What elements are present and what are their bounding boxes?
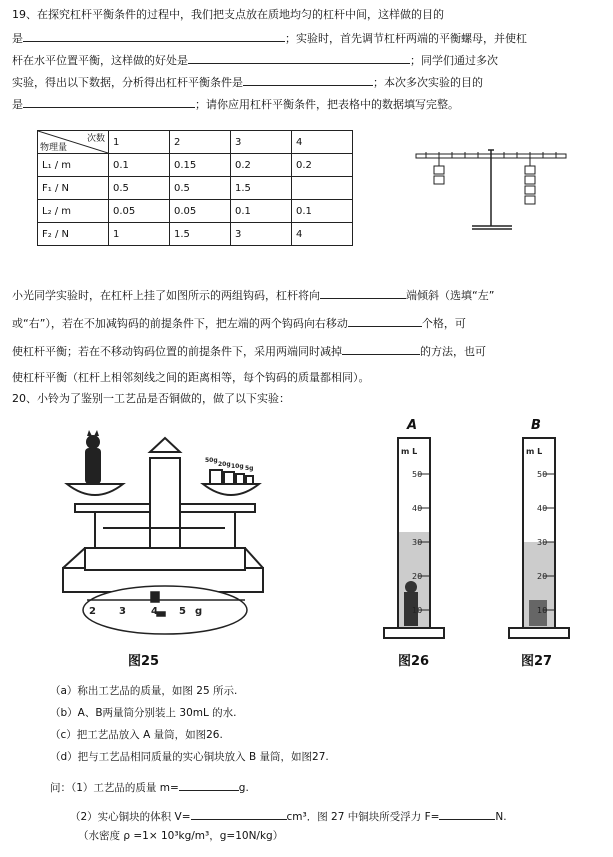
header-top-label: 次数 bbox=[86, 134, 105, 144]
scale-label: 4 bbox=[151, 606, 158, 617]
header-bottom-label: 物理量 bbox=[40, 143, 68, 153]
table-cell: 0.1 bbox=[109, 154, 170, 177]
row-label: F₂ / N bbox=[38, 223, 109, 246]
q19-text: ；请你应用杠杆平衡条件，把表格中的数据填写完整。 bbox=[195, 98, 459, 111]
tick-label: 50 bbox=[412, 470, 423, 479]
question-1 bbox=[50, 779, 249, 795]
table-cell: 0.5 bbox=[109, 177, 170, 200]
figure-caption: 图26 bbox=[398, 654, 430, 669]
table-cell: 3 bbox=[231, 223, 292, 246]
table-cell: 0.05 bbox=[170, 200, 231, 223]
table-row bbox=[38, 223, 353, 246]
tick-label: 40 bbox=[412, 504, 423, 513]
right-pan bbox=[203, 470, 259, 495]
tick-label: 20 bbox=[412, 572, 423, 581]
answer-blank[interactable] bbox=[348, 315, 422, 327]
figure-caption: 图27 bbox=[521, 654, 553, 669]
q19-text: 是 bbox=[12, 32, 23, 45]
tick-label: 20 bbox=[537, 572, 548, 581]
scale-label: g bbox=[195, 606, 203, 617]
left-pan bbox=[67, 484, 123, 495]
q19-line1: 19、在探究杠杆平衡条件的过程中，我们把支点放在质地均匀的杠杆中间，这样做的目的 bbox=[12, 8, 444, 21]
row-label: L₂ / m bbox=[38, 200, 109, 223]
weight-label: 50g bbox=[205, 457, 218, 464]
para-text: 小光同学实验时，在杠杆上挂了如图所示的两组钩码，杠杆将向 bbox=[12, 289, 320, 302]
question-text: cm³．图 27 中铜块所受浮力 F= bbox=[286, 811, 440, 823]
column-header: 3 bbox=[231, 131, 292, 154]
tick-label: 10 bbox=[412, 606, 423, 615]
tick-label: 30 bbox=[537, 538, 548, 547]
para-text: 使杠杆平衡；若在不移动钩码位置的前提条件下，采用两端同时减掉 bbox=[12, 345, 342, 358]
tick-label: 30 bbox=[412, 538, 423, 547]
q19-text: 实验，得出以下数据，分析得出杠杆平衡条件是 bbox=[12, 76, 243, 89]
weight-label: 10g bbox=[231, 463, 244, 470]
answer-blank[interactable] bbox=[179, 779, 239, 791]
table-cell: 0.15 bbox=[170, 154, 231, 177]
question-text: g. bbox=[238, 782, 249, 794]
table-row bbox=[38, 200, 353, 223]
q19-line2 bbox=[12, 30, 527, 46]
tick-label: 40 bbox=[537, 504, 548, 513]
column-header: 1 bbox=[109, 131, 170, 154]
answer-blank[interactable] bbox=[23, 30, 285, 42]
table-corner-cell bbox=[38, 131, 109, 154]
balance-figure bbox=[55, 428, 280, 638]
table-cell: 0.5 bbox=[170, 177, 231, 200]
table-cell: 0.05 bbox=[109, 200, 170, 223]
scale-label: 5 bbox=[179, 606, 186, 617]
unit-label: m L bbox=[401, 447, 418, 456]
lever-stand bbox=[472, 150, 512, 229]
tick-label: 50 bbox=[537, 470, 548, 479]
para-text: 的方法，也可 bbox=[420, 345, 486, 358]
q19-line3 bbox=[12, 52, 498, 68]
table-cell-blank[interactable] bbox=[292, 177, 353, 200]
q19-text: 杆在水平位置平衡，这样做的好处是 bbox=[12, 54, 188, 67]
answer-blank[interactable] bbox=[188, 52, 410, 64]
cylinder-label-a: A bbox=[407, 418, 418, 433]
density-note: （水密度 ρ =1× 10³kg/m³，g=10N/kg） bbox=[78, 830, 284, 842]
table-cell: 0.2 bbox=[292, 154, 353, 177]
craft-item-icon bbox=[404, 581, 418, 626]
table-header-row bbox=[38, 131, 353, 154]
right-weights bbox=[525, 158, 535, 204]
q20-title: 20、小铃为了鉴别一工艺品是否铜做的，做了以下实验： bbox=[12, 392, 290, 405]
question-text: N. bbox=[495, 811, 507, 823]
figure-caption: 图25 bbox=[128, 654, 160, 669]
answer-blank[interactable] bbox=[23, 96, 195, 108]
scale-magnifier bbox=[83, 586, 247, 634]
answer-blank[interactable] bbox=[439, 808, 495, 820]
table-cell: 1 bbox=[109, 223, 170, 246]
weight-label: 5g bbox=[245, 465, 254, 472]
para-text: 或“右”），若在不加减钩码的前提条件下，把左端的两个钩码向右移动 bbox=[12, 317, 348, 330]
para-line2 bbox=[12, 315, 466, 331]
answer-blank[interactable] bbox=[191, 808, 287, 820]
cylinder-b bbox=[505, 432, 575, 647]
q19-line5 bbox=[12, 96, 459, 112]
question-2 bbox=[70, 808, 507, 824]
q19-text: 是 bbox=[12, 98, 23, 111]
table-cell: 0.1 bbox=[231, 200, 292, 223]
step-item: （c）把工艺品放入 A 量筒，如图26. bbox=[50, 729, 223, 741]
cylinder-a bbox=[380, 432, 450, 647]
para-line3 bbox=[12, 343, 486, 359]
cylinder-label-b: B bbox=[531, 418, 541, 433]
q19-text: ；实验时，首先调节杠杆两端的平衡螺母，并使杠 bbox=[285, 32, 527, 45]
answer-blank[interactable] bbox=[320, 287, 406, 299]
table-row bbox=[38, 177, 353, 200]
step-item: （a）称出工艺品的质量，如图 25 所示. bbox=[50, 685, 238, 697]
step-item: （d）把与工艺品相同质量的实心铜块放入 B 量筒，如图27. bbox=[50, 751, 329, 763]
unit-label: m L bbox=[526, 447, 543, 456]
q19-text: ；同学们通过多次 bbox=[410, 54, 498, 67]
q19-text: ；本次多次实验的目的 bbox=[373, 76, 483, 89]
answer-blank[interactable] bbox=[342, 343, 420, 355]
row-label: F₁ / N bbox=[38, 177, 109, 200]
table-cell: 1.5 bbox=[170, 223, 231, 246]
craft-item-icon bbox=[85, 430, 101, 484]
weight-label: 20g bbox=[218, 461, 231, 468]
lever-diagram bbox=[412, 146, 572, 236]
para-line4: 使杠杆平衡（杠杆上相邻刻线之间的距离相等，每个钩码的质量都相同）。 bbox=[12, 371, 370, 384]
row-label: L₁ / m bbox=[38, 154, 109, 177]
question-text: 问：（1）工艺品的质量 m= bbox=[50, 782, 179, 794]
table-cell: 0.1 bbox=[292, 200, 353, 223]
column-header: 4 bbox=[292, 131, 353, 154]
answer-blank[interactable] bbox=[243, 74, 373, 86]
step-item: （b）A、B两量筒分别装上 30mL 的水. bbox=[50, 707, 237, 719]
para-text: 个格，可 bbox=[421, 317, 466, 330]
table-row bbox=[38, 154, 353, 177]
table-cell: 4 bbox=[292, 223, 353, 246]
lever-data-table bbox=[37, 130, 353, 246]
table-cell: 0.2 bbox=[231, 154, 292, 177]
para-line1 bbox=[12, 287, 494, 303]
scale-label: 3 bbox=[119, 606, 126, 617]
para-text: 端倾斜（选填“左” bbox=[406, 289, 495, 302]
table-cell: 1.5 bbox=[231, 177, 292, 200]
question-text: （2）实心铜块的体积 V= bbox=[70, 811, 191, 823]
tick-label: 10 bbox=[537, 606, 548, 615]
column-header: 2 bbox=[170, 131, 231, 154]
q19-line4 bbox=[12, 74, 483, 90]
scale-label: 2 bbox=[89, 606, 96, 617]
left-weights bbox=[434, 158, 444, 184]
